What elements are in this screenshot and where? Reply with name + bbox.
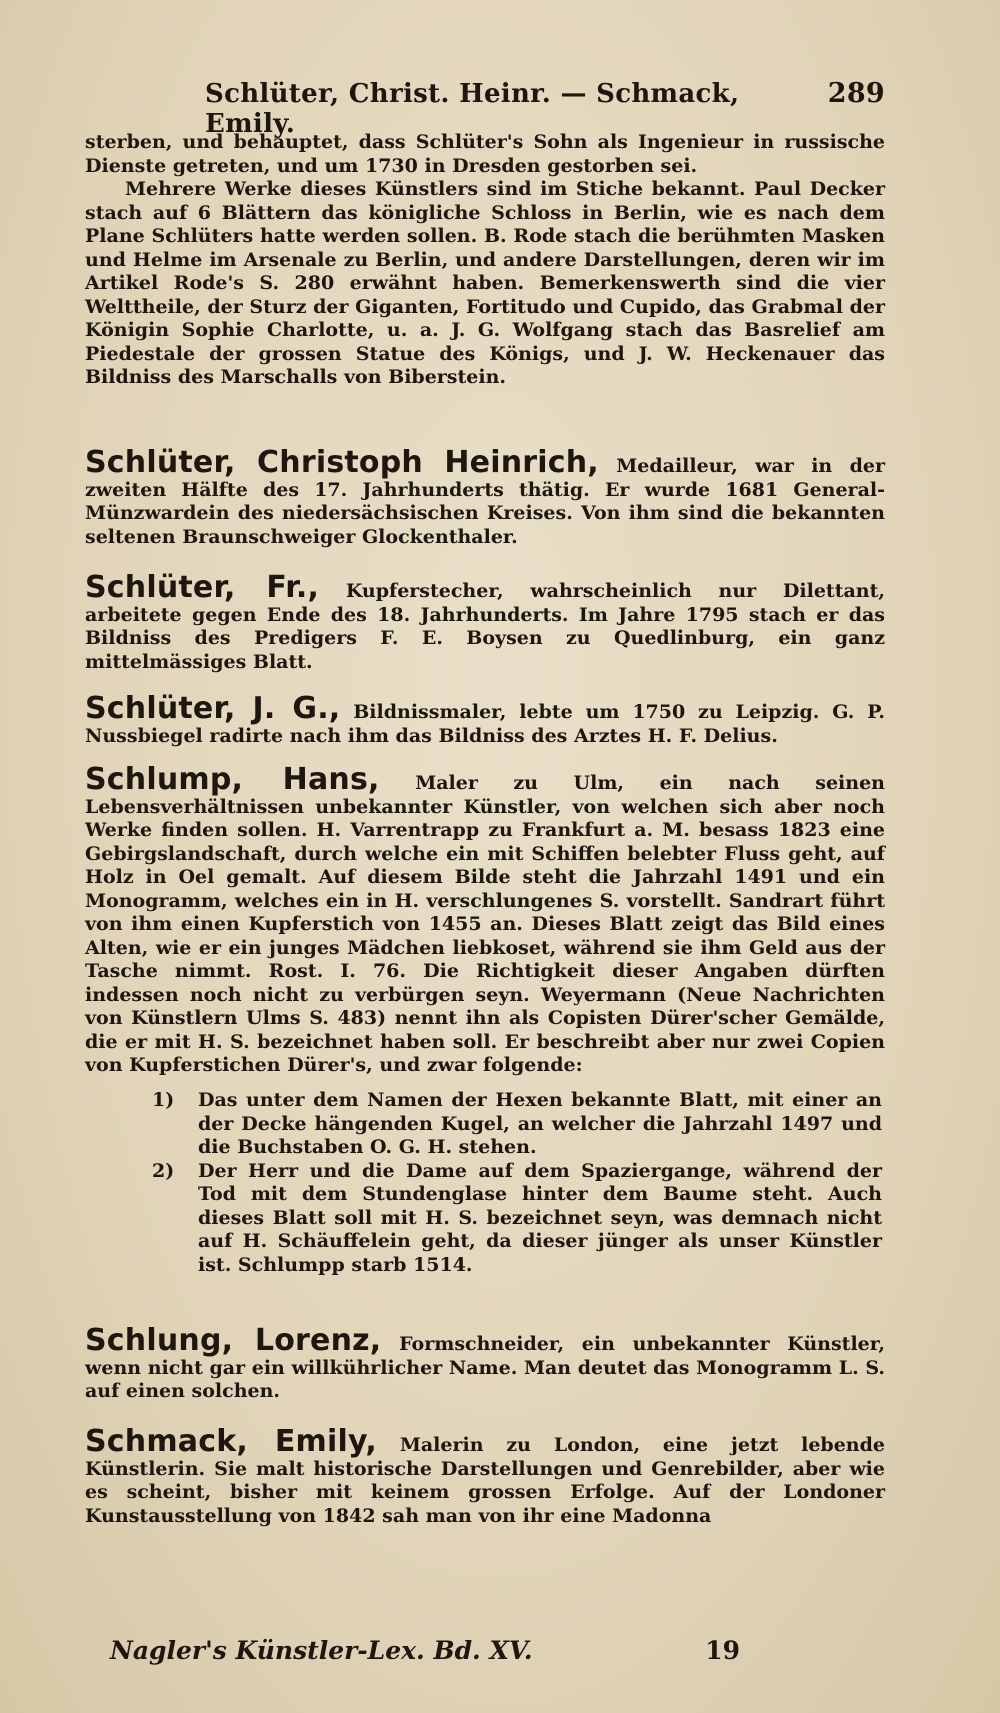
entry-schlueter-fr xyxy=(85,570,885,674)
page-footer xyxy=(110,1636,740,1665)
copies-list xyxy=(152,1089,882,1277)
continuation-block xyxy=(85,131,885,390)
footer-source: Nagler's Künstler-Lex. Bd. XV. xyxy=(110,1636,533,1665)
entry-text: Kupferstecher, wahrscheinlich nur Dilettant, arbeitete gegen Ende des 18. Jahrhunderts. Im Jahre 1795 stach er das Bildniss des Predigers F. E. Boysen zu Quedlinburg, ein ganz mittelmässiges Blatt. xyxy=(85,580,885,673)
entry-headword: Schlüter, J. G., xyxy=(85,691,341,726)
entry-schlueter-jg xyxy=(85,691,885,748)
entry-schlump-hans xyxy=(85,762,885,1078)
entry-schmack-emily xyxy=(85,1424,885,1528)
running-title: Schlüter, Christ. Heinr. — Schmack, Emily. xyxy=(205,79,740,139)
works-paragraph: Mehrere Werke dieses Künstlers sind im Stiche bekannt. Paul Decker stach auf 6 Blättern das königliche Schloss in Berlin, wie es nach dem Plane Schlüters hatte werden sollen. B. Rode stach die berühmten Masken und Helme im Arsenale zu Berlin, und andere Darstellungen, deren wir im Artikel Rode's S. 280 erwähnt haben. Bemerkenswerth sind die vier Welttheile, der Sturz der Giganten, Fortitudo und Cupido, das Grabmal der Königin Sophie Charlotte, u. a. J. G. Wolfgang stach das Basrelief am Piedestale der grossen Statue des Königs, und J. W. Heckenauer das Bildniss des Marschalls von Biberstein. xyxy=(85,178,885,388)
list-item xyxy=(152,1089,882,1160)
entry-headword: Schlüter, Christoph Heinrich, xyxy=(85,445,599,480)
list-item-text: Das unter dem Namen der Hexen bekannte Blatt, mit einer an der Decke hängenden Kugel, an welcher die Jahrzahl 1497 und die Buchstaben O. G. H. stehen. xyxy=(198,1089,882,1158)
running-header xyxy=(205,78,885,139)
entry-schlueter-christoph-heinrich xyxy=(85,445,885,549)
entry-headword: Schlung, Lorenz, xyxy=(85,1323,382,1358)
continuation-paragraph: sterben, und behauptet, dass Schlüter's Sohn als Ingenieur in russische Dienste getreten, und um 1730 in Dresden gestorben sei. xyxy=(85,131,885,177)
list-item-number: 2) xyxy=(152,1159,175,1182)
entry-text: Bildnissmaler, lebte um 1750 zu Leipzig. G. P. Nussbiegel radirte nach ihm das Bildniss des Arztes H. F. Delius. xyxy=(85,701,885,747)
entry-text: Maler zu Ulm, ein nach seinen Lebensverhältnissen unbekannter Künstler, von welchen sich aber noch Werke finden sollen. H. Varrentrapp zu Frankfurt a. M. besass 1823 eine Gebirgslandschaft, durch welche ein mit Schiffen belebter Fluss geht, auf Holz in Oel gemalt. Auf diesem Bilde steht die Jahrzahl 1491 und ein Monogramm, welches ein in H. verschlungenes S. vorstellt. Sandrart führt von ihm einen Kupferstich von 1455 an. Dieses Blatt zeigt das Bild eines Alten, wie er ein junges Mädchen liebkoset, während sie ihm Geld aus der Tasche nimmt. Rost. I. 76. Die Richtigkeit dieser Angaben dürften indessen noch nicht zu verbürgen seyn. Weyermann (Neue Nachrichten von Künstlern Ulms S. 483) nennt ihn als Copisten Dürer'scher Gemälde, die er mit H. S. bezeichnet haben soll. Er beschreibt aber nur zwei Copien von Kupferstichen Dürer's, und zwar folgende: xyxy=(85,772,885,1076)
entry-headword: Schlüter, Fr., xyxy=(85,570,320,605)
list-item-text: Der Herr und die Dame auf dem Spaziergange, während der Tod mit dem Stundenglase hinter dem Baume steht. Auch dieses Blatt soll mit H. S. bezeichnet seyn, was demnach nicht auf H. Schäuffelein geht, da dieser jünger als unser Künstler ist. Schlumpp starb 1514. xyxy=(198,1159,882,1276)
list-item xyxy=(152,1160,882,1278)
entry-headword: Schmack, Emily, xyxy=(85,1424,377,1459)
entry-schlung-lorenz xyxy=(85,1323,886,1404)
entry-text: Medailleur, war in der zweiten Hälfte des 17. Jahrhunderts thätig. Er wurde 1681 General-Münzwardein des niedersächsischen Kreises. Von ihm sind die bekannten seltenen Braunschweiger Glockenthaler. xyxy=(85,455,885,548)
page-number: 289 xyxy=(827,78,885,109)
list-item-number: 1) xyxy=(152,1089,175,1111)
entry-headword: Schlump, Hans, xyxy=(85,762,380,797)
signature-mark: 19 xyxy=(705,1636,740,1665)
entry-text: Malerin zu London, eine jetzt lebende Künstlerin. Sie malt historische Darstellungen und Genrebilder, aber wie es scheint, bisher mit keinem grossen Erfolge. Auf der Londoner Kunstausstellung von 1842 sah man von ihr eine Madonna xyxy=(85,1434,885,1527)
entry-text: Formschneider, ein unbekannter Künstler, wenn nicht gar ein willkührlicher Name. Man deutet das Monogramm L. S. auf einen solchen. xyxy=(85,1333,886,1402)
